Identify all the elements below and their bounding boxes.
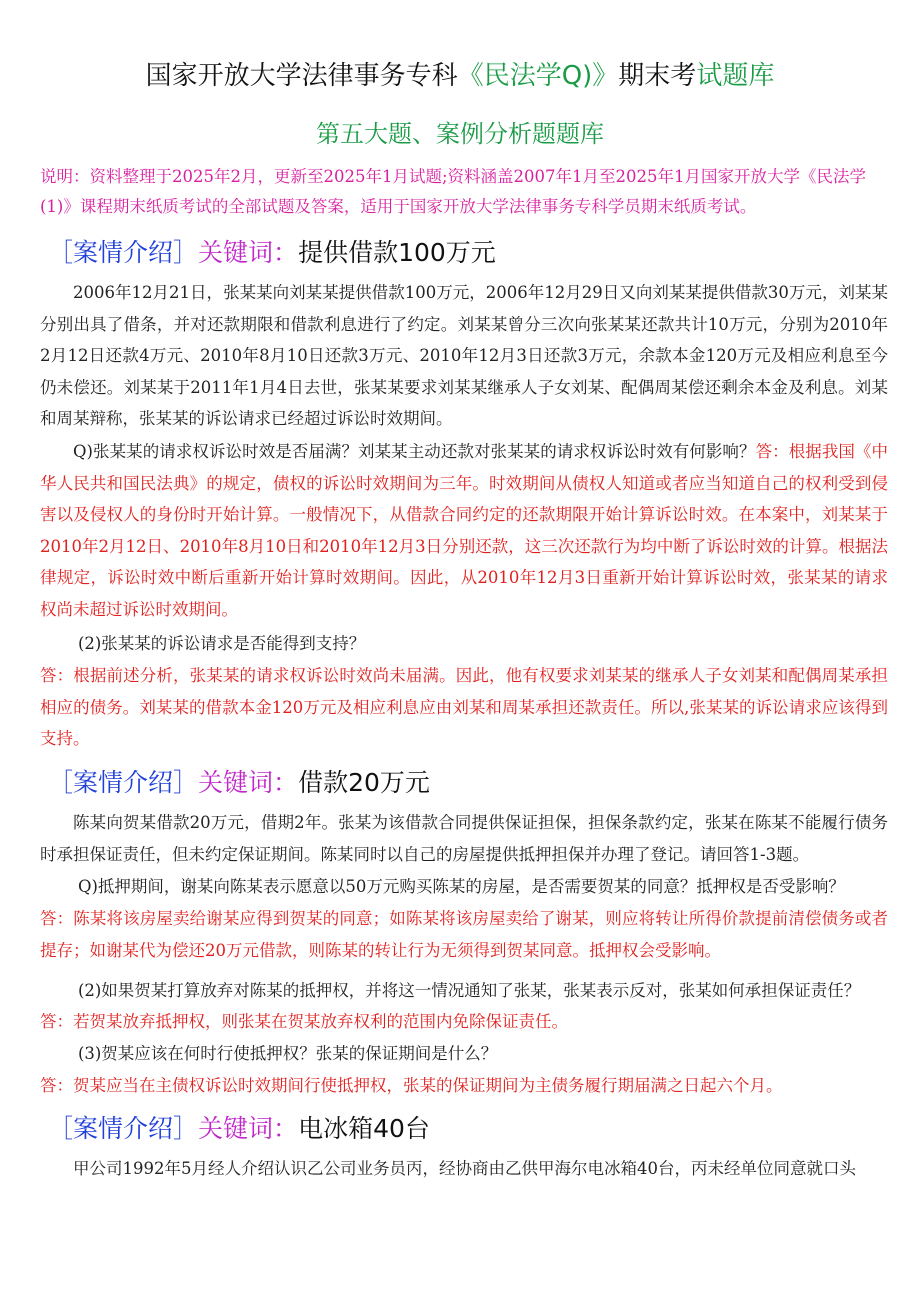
case-qa-1 [40,436,888,625]
section-subtitle: 第五大题、案例分析题题库 [316,120,604,148]
bracket-open: ［ [48,238,74,267]
bracket-open: ［ [48,768,74,797]
case-label: 案情介绍 [73,238,174,267]
case-question-1-2: (2)张某某的诉讼请求是否能得到支持？ [77,634,366,653]
title-main: 国家开放大学法律事务专科 [145,61,458,91]
bracket-close: ］ [173,768,199,797]
case-question-2-2: (2)如果贺某打算放弃对陈某的抵押权，并将这一情况通知了张某，张某表示反对，张某如何承担保证责任？ [77,981,861,1000]
case-keyword: 电冰箱40台 [298,1114,430,1143]
document-title [0,58,920,94]
case-question-2-3: (3)贺某应该在何时行使抵押权？张某的保证期间是什么？ [77,1044,498,1063]
case-answer-2-3: 答：贺某应当在主债权诉讼时效期间行使抵押权，张某的保证期间为主债务履行期届满之日起六个月。 [40,1076,783,1095]
case-label: 案情介绍 [73,1114,174,1143]
keyword-label: 关键词： [198,238,299,267]
case-heading-3 [48,1112,888,1146]
title-end: 期末考 [618,61,697,91]
document-note: 说明：资料整理于2025年2月，更新至2025年1月试题;资料涵盖2007年1月至2025年1月国家开放大学《民法学(1)》课程期末纸质考试的全部试题及答案，适用于国家开放大学法律事务专科学员期末纸质考试。 [40,167,867,216]
case-answer-2-1: 答：陈某将该房屋卖给谢某应得到贺某的同意；如陈某将该房屋卖给了谢某，则应将转让所得价款提前清偿债务或者提存；如谢某代为偿还20万元借款，则陈某的转让行为无须得到贺某同意。抵押权会受影响。 [40,909,888,960]
question: Q)张某某的请求权诉讼时效是否届满？刘某某主动还款对张某某的请求权诉讼时效有何影响？ [73,442,756,461]
title-end-green: 试题库 [696,61,775,91]
case-facts-3: 甲公司1992年5月经人介绍认识乙公司业务员丙，经协商由乙供甲海尔电冰箱40台，丙未经单位同意就口头 [73,1159,856,1178]
case-keyword: 提供借款100万元 [298,238,496,267]
case-heading-2 [48,766,888,800]
case-facts-1: 2006年12月21日，张某某向刘某某提供借款100万元，2006年12月29日又向刘某某提供借款30万元，刘某某分别出具了借条，并对还款期限和借款利息进行了约定。刘某某曾分三次向张某某还款共计10万元，分别为2010年2月12日还款4万元、2010年8月10日还款3万元、2010年12月3日还款3万元，余款本金120万元及相应利息至今仍未偿还。刘某某于2011年1月4日去世，张某某要求刘某某继承人子女刘某、配偶周某偿还剩余本金及利息。刘某和周某辩称，张某某的诉讼请求已经超过诉讼时效期间。 [40,283,888,428]
answer: 答：根据我国《中华人民共和国民法典》的规定，债权的诉讼时效期间为三年。时效期间从债权人知道或者应当知道自己的权利受到侵害以及侵权人的身份时开始计算。一般情况下，从借款合同约定的还款期限开始计算诉讼时效。在本案中，刘某某于2010年2月12日、2010年8月10日和2010年12月3日分别还款，这三次还款行为均中断了诉讼时效的计算。根据法律规定，诉讼时效中断后重新开始计算时效期间。因此，从2010年12月3日重新开始计算诉讼时效，张某某的请求权尚未超过诉讼时效期间。 [40,442,889,619]
keyword-label: 关键词： [198,768,299,797]
keyword-label: 关键词： [198,1114,299,1143]
bracket-open: ［ [48,1114,74,1143]
case-question-2-1: Q)抵押期间，谢某向陈某表示愿意以50万元购买陈某的房屋，是否需要贺某的同意？抵押权是否受影响？ [77,877,845,896]
case-heading-1 [48,236,888,270]
case-answer-1-2: 答：根据前述分析，张某某的请求权诉讼时效尚未届满。因此，他有权要求刘某某的继承人子女刘某和配偶周某承担相应的债务。刘某某的借款本金120万元及相应利息应由刘某和周某承担还款责任。所以,张某某的诉讼请求应该得到支持。 [40,666,888,748]
case-label: 案情介绍 [73,768,174,797]
case-facts-2: 陈某向贺某借款20万元，借期2年。张某为该借款合同提供保证担保，担保条款约定，张某在陈某不能履行债务时承担保证责任，但未约定保证期间。陈某同时以自己的房屋提供抵押担保并办理了登记。请回答1-3题。 [40,813,888,864]
case-keyword: 借款20万元 [298,768,430,797]
bracket-close: ］ [173,1114,199,1143]
title-course: 《民法学Q)》 [457,61,619,91]
bracket-close: ］ [173,238,199,267]
case-answer-2-2: 答：若贺某放弃抵押权，则张某在贺某放弃权利的范围内免除保证责任。 [40,1012,568,1031]
